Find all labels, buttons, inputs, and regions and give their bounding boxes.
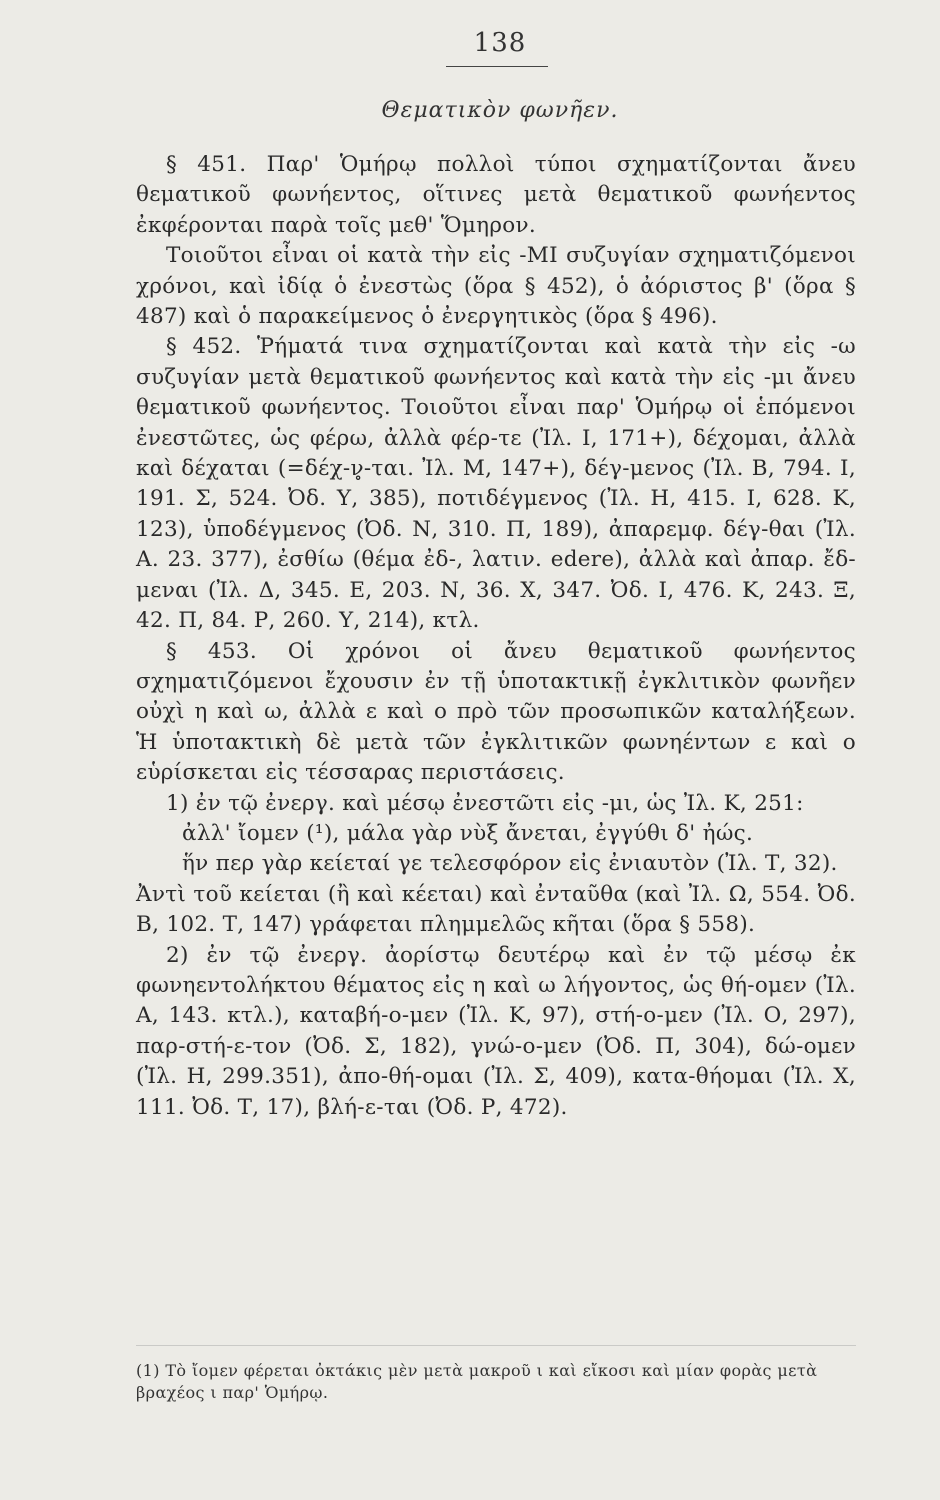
paragraph-451-examples: Τοιοῦτοι εἶναι οἱ κατὰ τὴν εἰς -ΜΙ συζυγίαν σχηματιζόμενοι χρόνοι, καὶ ἰδίᾳ ὁ ἐνεστὼς (ὅρα § 452), ὁ ἀόριστος β' (ὅρα § 487) καὶ ὁ παρακείμενος ὁ ἐνεργητικὸς (ὅρα § 496). bbox=[136, 243, 856, 330]
paragraph-keietai: Ἀντὶ τοῦ κείεται (ἢ καὶ κέεται) καὶ ἐνταῦθα (καὶ Ἰλ. Ω, 554. Ὀδ. Β, 102. Τ, 147) γράφεται πλημμελῶς κῆται (ὅρα § 558). bbox=[136, 881, 856, 938]
footnote-1: (1) Τὸ ἴομεν φέρεται ὀκτάκις μὲν μετὰ μακροῦ ι καὶ εἴκοσι καὶ μίαν φορὰς μετὰ βραχέος ι παρ' Ὁμήρῳ. bbox=[136, 1361, 818, 1402]
paragraph-451: § 451. Παρ' Ὁμήρῳ πολλοὶ τύποι σχηματίζονται ἄνευ θεματικοῦ φωνήεντος, οἵτινες μετὰ θεματικοῦ φωνήεντος ἐκφέρονται παρὰ τοῖς μεθ' Ὅμηρον. bbox=[136, 152, 856, 238]
quote-line-1: ἀλλ' ἴομεν (¹), μάλα γὰρ νὺξ ἄνεται, ἐγγύθι δ' ἠώς. bbox=[182, 820, 754, 846]
case-1: 1) ἐν τῷ ἐνεργ. καὶ μέσῳ ἐνεστῶτι εἰς -μι, ὡς Ἰλ. Κ, 251: bbox=[166, 790, 804, 816]
header-rule bbox=[446, 66, 548, 67]
paragraph-452: § 452. Ῥήματά τινα σχηματίζονται καὶ κατὰ τὴν εἰς -ω συζυγίαν μετὰ θεματικοῦ φωνήεντος καὶ κατὰ τὴν εἰς -μι ἄνευ θεματικοῦ φωνήεντος. Τοιοῦτοι εἶναι παρ' Ὁμήρῳ οἱ ἑπόμενοι ἐνεστῶτες, ὡς φέρω, ἀλλὰ φέρ-τε (Ἰλ. Ι, 171+), δέχομαι, ἀλλὰ καὶ δέχαται (=δέχ-ν̥-ται. Ἰλ. Μ, 147+), δέγ-μενος (Ἰλ. Β, 794. Ι, 191. Σ, 524. Ὀδ. Υ, 385), ποτιδέγμενος (Ἰλ. Η, 415. Ι, 628. Κ, 123), ὑποδέγμενος (Ὀδ. Ν, 310. Π, 189), ἀπαρεμφ. δέγ-θαι (Ἰλ. Α. 23. 377), ἐσθίω (θέμα ἐδ-, λατιν. edere), ἀλλὰ καὶ ἀπαρ. ἔδ-μεναι (Ἰλ. Δ, 345. Ε, 203. Ν, 36. Χ, 347. Ὀδ. Ι, 476. Κ, 243. Ξ, 42. Π, 84. Ρ, 260. Υ, 214), κτλ. bbox=[136, 334, 856, 634]
page-number: 138 bbox=[473, 28, 527, 58]
section-title: Θεματικὸν φωνῆεν. bbox=[381, 98, 619, 123]
footnotes bbox=[136, 1360, 858, 1404]
case-2: 2) ἐν τῷ ἐνεργ. ἀορίστῳ δευτέρῳ καὶ ἐν τῷ μέσῳ ἐκ φωνηεντολήκτου θέματος εἰς η καὶ ω λήγοντος, ὡς θή-ομεν (Ἰλ. Α, 143. κτλ.), καταβή-ο-μεν (Ἰλ. Κ, 97), στή-ο-μεν (Ἰλ. Ο, 297), παρ-στή-ε-τον (Ὀδ. Σ, 182), γνώ-ο-μεν (Ὀδ. Π, 304), δώ-ομεν (Ἰλ. Η, 299.351), ἀπο-θή-ομαι (Ἰλ. Σ, 409), κατα-θήομαι (Ἰλ. Χ, 111. Ὀδ. Τ, 17), βλή-ε-ται (Ὀδ. Ρ, 472). bbox=[136, 942, 856, 1120]
paragraph-453: § 453. Οἱ χρόνοι οἱ ἄνευ θεματικοῦ φωνήεντος σχηματιζόμενοι ἔχουσιν ἐν τῇ ὑποτακτικῇ ἐγκλιτικὸν φωνῆεν οὐχὶ η καὶ ω, ἀλλὰ ε καὶ ο πρὸ τῶν προσωπικῶν καταλήξεων. Ἡ ὑποτακτικὴ δὲ μετὰ τῶν ἐγκλιτικῶν φωνηέντων ε καὶ ο εὑρίσκεται εἰς τέσσαρας περιστάσεις. bbox=[136, 638, 856, 786]
body-text bbox=[136, 150, 856, 1123]
quote-line-2: ἥν περ γὰρ κείεταί γε τελεσφόρον εἰς ἐνιαυτὸν (Ἰλ. Τ, 32). bbox=[182, 851, 838, 877]
footnote-rule bbox=[136, 1345, 856, 1346]
